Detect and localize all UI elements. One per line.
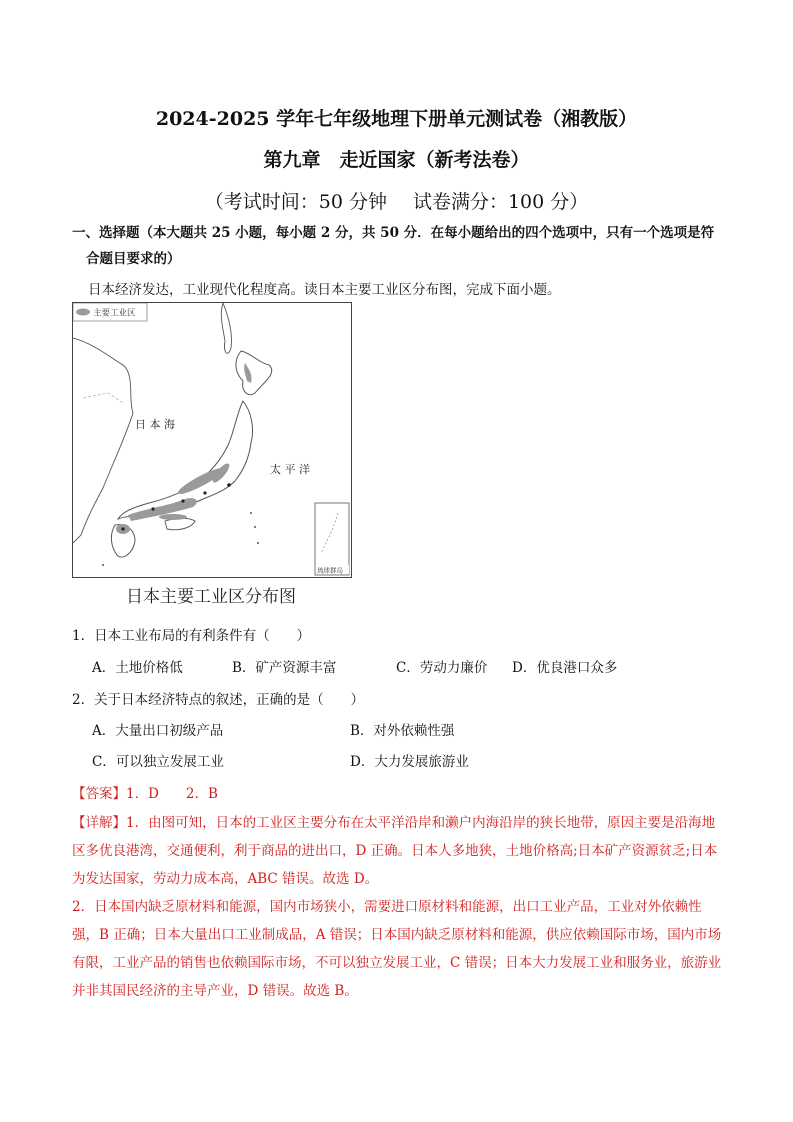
- inset-label: 琉球群岛: [317, 566, 343, 575]
- full-score: 试卷满分：100 分）: [412, 191, 589, 213]
- question-2-stem: 2．关于日本经济特点的叙述，正确的是（ ）: [72, 692, 365, 708]
- sea-label: 日 本 海: [135, 418, 175, 431]
- q2-option-a: A．大量出口初级产品: [92, 723, 224, 739]
- ocean-label: 太 平 洋: [270, 463, 310, 476]
- q2-option-c: C．可以独立发展工业: [92, 754, 224, 770]
- q2-option-b: B．对外依赖性强: [350, 723, 455, 739]
- exam-time: （考试时间：50 分钟: [204, 191, 387, 213]
- q1-option-d: D．优良港口众多: [512, 660, 618, 676]
- section-heading: [72, 220, 732, 272]
- q1-option-c: C．劳动力廉价: [396, 660, 488, 676]
- map-caption: 日本主要工业区分布图: [126, 587, 296, 607]
- legend-swatch: [76, 309, 90, 316]
- chapter-title: 第九章 走近国家（新考法卷）: [263, 149, 530, 171]
- intro-text: 日本经济发达，工业现代化程度高。读日本主要工业区分布图，完成下面小题。: [88, 282, 561, 298]
- answer-detail: [72, 809, 722, 1005]
- legend-label: 主要工业区: [93, 308, 136, 319]
- detail-paragraph-1: 【详解】1．由图可知，日本的工业区主要分布在太平洋沿岸和濑户内海沿岸的狭长地带，原因主要是沿海地区多优良港湾，交通便利，利于商品的进出口，D 正确。日本人多地狭，土地价格高;日本矿产资源贫乏;日本为发达国家，劳动力成本高，ABC 错误。故选 D。: [72, 815, 718, 887]
- exam-title: 2024-2025 学年七年级地理下册单元测试卷（湘教版）: [155, 108, 638, 130]
- q1-option-a: A．土地价格低: [92, 660, 183, 676]
- section-line-1: 一、选择题（本大题共 25 小题，每小题 2 分，共 50 分．在每小题给出的四个选项中，只有一个选项是符: [72, 225, 715, 241]
- exam-info: [0, 187, 793, 214]
- industrial-zone: [159, 514, 187, 520]
- answer-line: 【答案】1．D 2．B: [72, 786, 218, 802]
- map-graphic: [73, 303, 351, 577]
- q1-option-b: B．矿产资源丰富: [232, 660, 337, 676]
- inset-box: [315, 503, 349, 575]
- detail-paragraph-2: 2．日本国内缺乏原材料和能源，国内市场狭小，需要进口原材料和能源，出口工业产品，工业对外依赖性强，B 正确；日本大量出口工业制成品，A 错误；日本国内缺乏原材料和能源，供应依赖国际市场，国内市场有限，工业产品的销售也依赖国际市场，不可以独立发展工业，C 错误；日本大力发展工业和服务业，旅游业并非其国民经济的主导产业，D 错误。故选 B。: [72, 899, 722, 999]
- japan-industry-map: [72, 302, 352, 578]
- question-1-stem: 1．日本工业布局的有利条件有（ ）: [72, 628, 311, 644]
- q2-option-d: D．大力发展旅游业: [350, 754, 469, 770]
- section-line-2: 合题目要求的）: [86, 251, 181, 267]
